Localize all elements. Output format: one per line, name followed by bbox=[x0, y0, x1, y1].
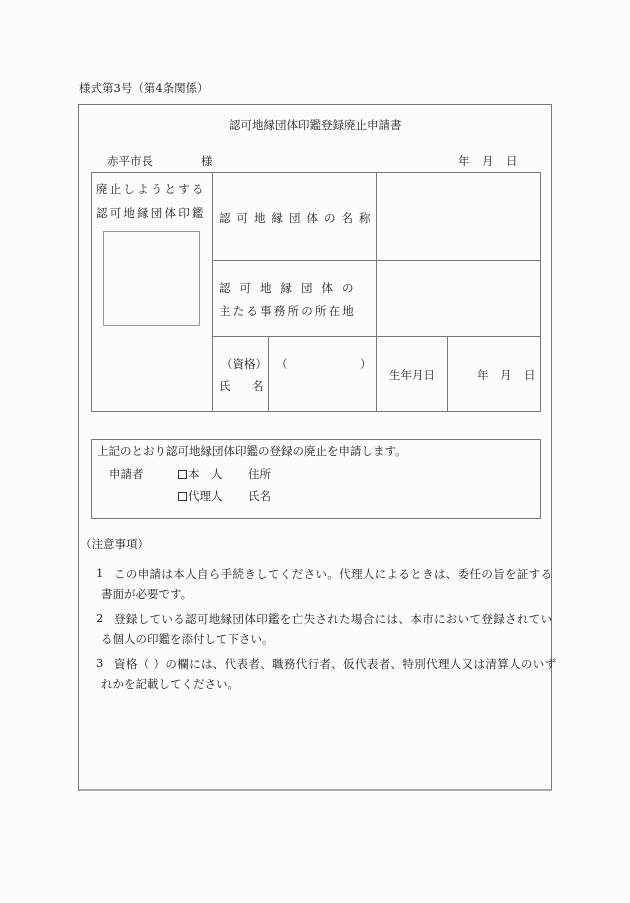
birthdate-label: 生年月日 bbox=[389, 368, 435, 382]
table-divider bbox=[212, 260, 541, 261]
seal-stamp-box[interactable] bbox=[103, 231, 200, 326]
table-divider bbox=[212, 336, 541, 337]
table-divider bbox=[212, 172, 213, 412]
option-self[interactable] bbox=[178, 466, 223, 482]
table-divider bbox=[268, 336, 269, 412]
addressee-mayor: 赤平市長 bbox=[107, 154, 153, 168]
birth-day-label[interactable]: 日 bbox=[524, 368, 536, 382]
form-title: 認可地縁団体印鑑登録廃止申請書 bbox=[229, 118, 402, 132]
table-divider bbox=[447, 336, 448, 412]
note-3-line2: れかを記載してください。 bbox=[101, 677, 239, 691]
form-number: 様式第3号（第4条関係） bbox=[79, 81, 209, 95]
note-1-line2: 書面が必要です。 bbox=[101, 587, 193, 601]
checkbox-self[interactable] bbox=[178, 470, 187, 479]
addressee-honorific: 様 bbox=[201, 154, 213, 168]
qualification-field[interactable] bbox=[284, 352, 358, 370]
notes-heading: （注意事項） bbox=[80, 537, 149, 551]
name-label-part2: 名 bbox=[252, 379, 264, 393]
org-name-field[interactable] bbox=[378, 174, 539, 259]
qualification-paren-close: ） bbox=[360, 357, 372, 371]
representative-name-field[interactable] bbox=[270, 374, 374, 408]
table-divider bbox=[376, 172, 377, 412]
option-agent-label: 代理人 bbox=[188, 489, 223, 503]
note-3-number: 3 bbox=[96, 656, 104, 670]
name-label-part1: 氏 bbox=[219, 379, 231, 393]
birth-year-label[interactable]: 年 bbox=[477, 368, 489, 382]
note-2-line1: 登録している認可地縁団体印鑑を亡失された場合には、本市において登録されてい bbox=[114, 612, 553, 626]
date-day-label[interactable]: 日 bbox=[506, 154, 518, 168]
office-address-field[interactable] bbox=[378, 262, 539, 335]
qualification-label: （資格） bbox=[221, 357, 267, 371]
option-agent[interactable] bbox=[178, 488, 223, 504]
note-2-line2: る個人の印鑑を添付して下さい。 bbox=[101, 632, 274, 646]
checkbox-agent[interactable] bbox=[178, 492, 187, 501]
org-name-label: 認可地縁団体の名称 bbox=[219, 211, 377, 225]
seal-label-line2: 認可地縁団体印鑑 bbox=[96, 206, 206, 220]
seal-label-line1: 廃止しようとする bbox=[96, 182, 206, 196]
office-label-line2: 主たる事務所の所在地 bbox=[219, 304, 356, 318]
birth-month-label[interactable]: 月 bbox=[500, 368, 512, 382]
date-year-label[interactable]: 年 bbox=[458, 154, 470, 168]
date-month-label[interactable]: 月 bbox=[482, 154, 494, 168]
note-3-line1: 資格（ ）の欄には、代表者、職務代行者、仮代表者、特別代理人又は清算人のいず bbox=[114, 657, 557, 671]
name-label: 氏名 bbox=[248, 489, 271, 503]
address-label: 住所 bbox=[248, 467, 271, 481]
office-label-line1: 認可地縁団体の bbox=[219, 281, 363, 295]
applicant-label: 申請者 bbox=[109, 467, 144, 481]
declaration-statement: 上記のとおり認可地縁団体印鑑の登録の廃止を申請します。 bbox=[97, 444, 407, 458]
note-2-number: 2 bbox=[96, 611, 104, 625]
option-self-label: 本 人 bbox=[188, 467, 223, 481]
note-1-number: 1 bbox=[96, 566, 104, 580]
qualification-paren-open: （ bbox=[276, 357, 288, 371]
note-1-line1: この申請は本人自ら手続きしてください。代理人によるときは、委任の旨を証する bbox=[114, 567, 553, 581]
